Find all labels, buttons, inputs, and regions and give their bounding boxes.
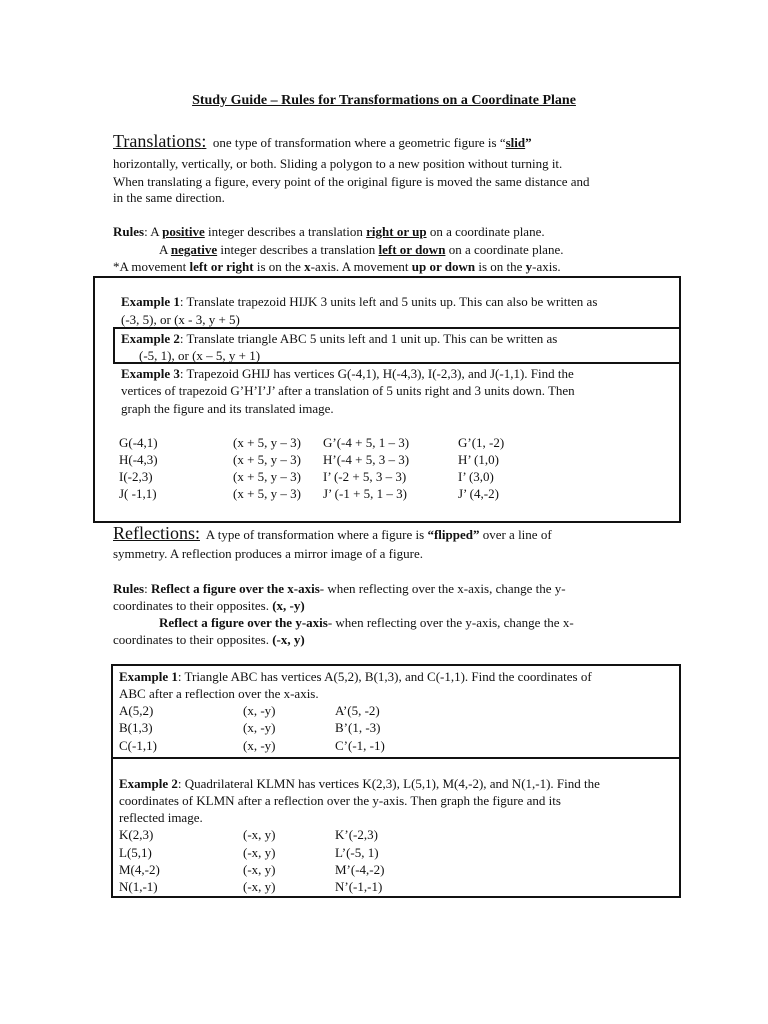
table-cell: L’(-5, 1)	[335, 845, 379, 860]
reflections-heading: Reflections:	[113, 523, 200, 543]
table-cell: J’ (4,-2)	[458, 486, 499, 501]
slid-term: slid	[505, 135, 526, 150]
rule1-text-c: integer describes a translation	[204, 224, 367, 239]
table-cell: J’ (-1 + 5, 1 – 3)	[323, 486, 407, 501]
table-cell: J( -1,1)	[119, 486, 157, 501]
translations-intro-post: ”	[525, 135, 532, 150]
table-cell: C’(-1, -1)	[335, 738, 385, 753]
translation-example-2	[121, 330, 557, 347]
table-cell: G’(1, -2)	[458, 435, 505, 450]
table-cell: C(-1,1)	[119, 738, 157, 753]
table-cell: H(-4,3)	[119, 452, 158, 467]
table-cell: K(2,3)	[119, 827, 154, 842]
translations-line-2: horizontally, vertically, or both. Sliding a polygon to a new position without turning it.	[113, 156, 563, 171]
translations-intro-pre: one type of transformation where a geometric figure is “	[212, 135, 506, 150]
table-cell: K’(-2,3)	[335, 827, 378, 842]
note-left-or-right: left or right	[189, 259, 254, 274]
example-1-label: Example 1	[121, 294, 180, 309]
rule1-text-e: on a coordinate plane.	[426, 224, 545, 239]
x-neg-y-formula: (x, -y)	[272, 598, 305, 613]
left-or-down-term: left or down	[378, 242, 446, 257]
reflection-example-divider	[111, 757, 681, 759]
positive-term: positive	[162, 224, 205, 239]
negative-term: negative	[170, 242, 218, 257]
translation-example-3-line-2: vertices of trapezoid G’H’I’J’ after a translation of 5 units right and 3 units down. Then	[121, 383, 575, 398]
table-cell: N’(-1,-1)	[335, 879, 383, 894]
reflection-rule2-d: coordinates to their opposites.	[113, 632, 273, 647]
example-3-label: Example 3	[121, 366, 180, 381]
table-cell: (-x, y)	[243, 862, 276, 877]
reflection-example-2-text: : Quadrilateral KLMN has vertices K(2,3), L(5,1), M(4,-2), and N(1,-1). Find the	[177, 776, 600, 791]
translations-line-4: in the same direction.	[113, 190, 225, 205]
translations-heading: Translations	[113, 131, 202, 151]
table-cell: I’ (3,0)	[458, 469, 494, 484]
reflect-y-axis-term: Reflect a figure over the y-axis	[159, 615, 328, 630]
table-cell: (x, -y)	[243, 720, 276, 735]
translation-example-2-line-2: (-5, 1), or (x – 5, y + 1)	[139, 348, 261, 363]
reflection-rule-2	[159, 614, 574, 631]
reflection-example-1-label: Example 1	[119, 669, 178, 684]
reflections-intro-pre: A type of transformation where a figure is	[205, 527, 428, 542]
note-i: -axis.	[532, 259, 561, 274]
neg-x-y-formula: (-x, y)	[272, 632, 305, 647]
reflection-rule-1-line-2	[113, 597, 305, 614]
example-2-text: : Translate triangle ABC 5 units left and 1 unit up. This can be written as	[179, 331, 558, 346]
translation-rule-1	[113, 223, 545, 240]
translation-example-vline	[113, 327, 115, 363]
reflect-x-axis-term: Reflect a figure over the x-axis	[150, 581, 320, 596]
reflections-intro-line	[113, 525, 552, 543]
note-e: -axis. A movement	[310, 259, 412, 274]
note-x: x	[304, 259, 311, 274]
reflection-example-1-line-2: ABC after a reflection over the x-axis.	[119, 686, 319, 701]
note-c: is on the	[253, 259, 305, 274]
reflection-example-2	[119, 775, 600, 792]
translations-line-3: When translating a figure, every point of the original figure is moved the same distance and	[113, 174, 590, 189]
reflection-rule1-c: - when reflecting over the x-axis, change the y-	[319, 581, 566, 596]
reflection-example-2-label: Example 2	[119, 776, 178, 791]
table-cell: I’ (-2 + 5, 3 – 3)	[323, 469, 407, 484]
table-cell: M(4,-2)	[119, 862, 160, 877]
table-cell: B(1,3)	[119, 720, 153, 735]
rule2-text-e: on a coordinate plane.	[445, 242, 564, 257]
example-1-text: : Translate trapezoid HIJK 3 units left and 5 units up. This can also be written as	[179, 294, 598, 309]
reflections-intro-post: over a line of	[479, 527, 552, 542]
table-cell: (-x, y)	[243, 879, 276, 894]
table-cell: (x, -y)	[243, 703, 276, 718]
note-y: y	[525, 259, 533, 274]
page-title: Study Guide – Rules for Transformations on a Coordinate Plane	[192, 93, 576, 108]
translation-example-3-line-3: graph the figure and its translated image.	[121, 401, 334, 416]
reflection-rule2-c: - when reflecting over the y-axis, change the x-	[327, 615, 574, 630]
flipped-term: “flipped”	[427, 527, 480, 542]
table-cell: A’(5, -2)	[335, 703, 380, 718]
note-up-or-down: up or down	[411, 259, 476, 274]
rule1-text-a: : A	[144, 224, 163, 239]
example-2-label: Example 2	[121, 331, 180, 346]
table-cell: (x + 5, y – 3)	[233, 469, 301, 484]
right-or-up-term: right or up	[366, 224, 427, 239]
reflection-rule-1	[113, 580, 566, 597]
translation-example-1-line-2: (-3, 5), or (x - 3, y + 5)	[121, 312, 240, 327]
translations-heading-colon: :	[201, 131, 207, 151]
table-cell: (x + 5, y – 3)	[233, 435, 301, 450]
table-cell: M’(-4,-2)	[335, 862, 385, 877]
reflection-rules-label: Rules	[113, 581, 145, 596]
table-cell: H’ (1,0)	[458, 452, 499, 467]
reflection-rule1-a: :	[144, 581, 151, 596]
reflection-rule-2-line-2	[113, 631, 305, 648]
translation-example-3	[121, 365, 574, 382]
translation-rule-2	[159, 241, 563, 258]
example-3-text: : Trapezoid GHIJ has vertices G(-4,1), H(-4,3), I(-2,3), and J(-1,1). Find the	[179, 366, 574, 381]
table-cell: (x + 5, y – 3)	[233, 452, 301, 467]
table-cell: G(-4,1)	[119, 435, 158, 450]
table-cell: B’(1, -3)	[335, 720, 381, 735]
table-cell: (x + 5, y – 3)	[233, 486, 301, 501]
rule2-text-a: A	[159, 242, 171, 257]
note-g: is on the	[475, 259, 526, 274]
table-cell: (x, -y)	[243, 738, 276, 753]
table-cell: N(1,-1)	[119, 879, 158, 894]
reflection-rule1-d: coordinates to their opposites.	[113, 598, 273, 613]
table-cell: I(-2,3)	[119, 469, 153, 484]
reflection-example-1-text: : Triangle ABC has vertices A(5,2), B(1,3), and C(-1,1). Find the coordinates of	[177, 669, 592, 684]
translation-example-1	[121, 293, 597, 310]
rules-label: Rules	[113, 224, 145, 239]
note-a: *A movement	[113, 259, 190, 274]
table-cell: A(5,2)	[119, 703, 154, 718]
rule2-text-c: integer describes a translation	[217, 242, 379, 257]
table-cell: H’(-4 + 5, 3 – 3)	[323, 452, 410, 467]
table-cell: L(5,1)	[119, 845, 152, 860]
table-cell: G’(-4 + 5, 1 – 3)	[323, 435, 410, 450]
reflection-example-2-line-2: coordinates of KLMN after a reflection over the y-axis. Then graph the figure and its	[119, 793, 561, 808]
translation-axis-note	[113, 258, 561, 275]
translations-intro-line	[113, 133, 532, 151]
table-cell: (-x, y)	[243, 827, 276, 842]
reflection-example-2-line-3: reflected image.	[119, 810, 203, 825]
table-cell: (-x, y)	[243, 845, 276, 860]
reflections-line-2: symmetry. A reflection produces a mirror image of a figure.	[113, 546, 423, 561]
reflection-example-1	[119, 668, 592, 685]
